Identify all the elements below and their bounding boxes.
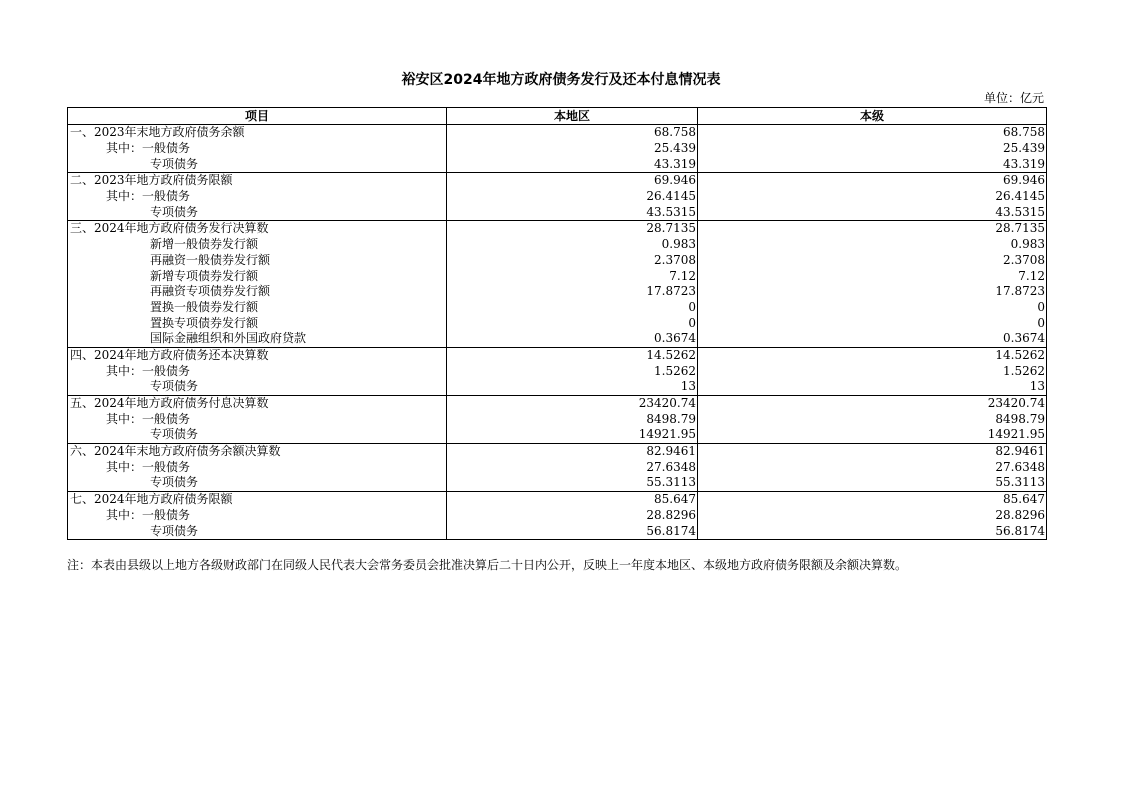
row-local-value: 17.8723 <box>447 284 698 300</box>
table-row <box>68 331 1047 347</box>
row-own-value: 0 <box>698 300 1047 316</box>
row-label: 专项债务 <box>68 475 447 491</box>
row-label: 四、2024年地方政府债务还本决算数 <box>68 347 447 363</box>
row-label: 专项债务 <box>68 523 447 539</box>
row-label: 七、2024年地方政府债务限额 <box>68 491 447 507</box>
table-row <box>68 459 1047 475</box>
table-row <box>68 156 1047 172</box>
header-own-level: 本级 <box>698 108 1047 125</box>
row-local-value: 68.758 <box>447 125 698 141</box>
table-row <box>68 508 1047 524</box>
table-row <box>68 427 1047 443</box>
row-label: 其中：一般债务 <box>68 141 447 157</box>
row-own-value: 69.946 <box>698 173 1047 189</box>
row-own-value: 85.647 <box>698 491 1047 507</box>
row-local-value: 14921.95 <box>447 427 698 443</box>
table-row <box>68 523 1047 539</box>
row-label: 一、2023年末地方政府债务余额 <box>68 125 447 141</box>
row-local-value: 13 <box>447 379 698 395</box>
row-own-value: 43.5315 <box>698 204 1047 220</box>
row-label: 再融资专项债券发行额 <box>68 284 447 300</box>
row-local-value: 7.12 <box>447 268 698 284</box>
row-local-value: 25.439 <box>447 141 698 157</box>
table-row <box>68 315 1047 331</box>
table-row <box>68 347 1047 363</box>
row-own-value: 82.9461 <box>698 443 1047 459</box>
row-own-value: 23420.74 <box>698 395 1047 411</box>
row-local-value: 43.319 <box>447 156 698 172</box>
row-local-value: 23420.74 <box>447 395 698 411</box>
row-local-value: 82.9461 <box>447 443 698 459</box>
table-row <box>68 395 1047 411</box>
row-label: 二、2023年地方政府债务限额 <box>68 173 447 189</box>
table-row <box>68 300 1047 316</box>
row-own-value: 28.8296 <box>698 508 1047 524</box>
row-own-value: 0.3674 <box>698 331 1047 347</box>
row-local-value: 43.5315 <box>447 204 698 220</box>
row-label: 置换一般债券发行额 <box>68 300 447 316</box>
row-local-value: 26.4145 <box>447 189 698 205</box>
row-label: 专项债务 <box>68 204 447 220</box>
table-row <box>68 141 1047 157</box>
table-row <box>68 221 1047 237</box>
row-label: 专项债务 <box>68 156 447 172</box>
header-item: 项目 <box>68 108 447 125</box>
row-label: 三、2024年地方政府债务发行决算数 <box>68 221 447 237</box>
table-row <box>68 204 1047 220</box>
row-label: 其中：一般债务 <box>68 411 447 427</box>
row-own-value: 27.6348 <box>698 459 1047 475</box>
row-local-value: 85.647 <box>447 491 698 507</box>
row-local-value: 28.7135 <box>447 221 698 237</box>
row-label: 其中：一般债务 <box>68 189 447 205</box>
unit-label: 单位：亿元 <box>983 91 1044 105</box>
row-own-value: 17.8723 <box>698 284 1047 300</box>
table-row <box>68 284 1047 300</box>
table-row <box>68 475 1047 491</box>
row-label: 其中：一般债务 <box>68 363 447 379</box>
row-label: 专项债务 <box>68 427 447 443</box>
row-own-value: 13 <box>698 379 1047 395</box>
table-body <box>68 125 1047 540</box>
table-row <box>68 189 1047 205</box>
table-row <box>68 253 1047 269</box>
table-row <box>68 491 1047 507</box>
page-title: 裕安区2024年地方政府债务发行及还本付息情况表 <box>401 72 721 88</box>
row-label: 六、2024年末地方政府债务余额决算数 <box>68 443 447 459</box>
row-label: 国际金融组织和外国政府贷款 <box>68 331 447 347</box>
table-row <box>68 268 1047 284</box>
row-own-value: 55.3113 <box>698 475 1047 491</box>
row-local-value: 56.8174 <box>447 523 698 539</box>
debt-table <box>67 107 1047 540</box>
row-own-value: 43.319 <box>698 156 1047 172</box>
row-own-value: 28.7135 <box>698 221 1047 237</box>
row-own-value: 68.758 <box>698 125 1047 141</box>
row-label: 新增一般债券发行额 <box>68 237 447 253</box>
row-own-value: 14.5262 <box>698 347 1047 363</box>
row-label: 再融资一般债券发行额 <box>68 253 447 269</box>
row-local-value: 55.3113 <box>447 475 698 491</box>
row-own-value: 2.3708 <box>698 253 1047 269</box>
row-label: 五、2024年地方政府债务付息决算数 <box>68 395 447 411</box>
row-label: 其中：一般债务 <box>68 459 447 475</box>
table-row <box>68 411 1047 427</box>
table-row <box>68 237 1047 253</box>
row-own-value: 7.12 <box>698 268 1047 284</box>
row-local-value: 0.3674 <box>447 331 698 347</box>
row-local-value: 69.946 <box>447 173 698 189</box>
row-label: 专项债务 <box>68 379 447 395</box>
row-label: 其中：一般债务 <box>68 508 447 524</box>
row-local-value: 8498.79 <box>447 411 698 427</box>
row-own-value: 26.4145 <box>698 189 1047 205</box>
table-row <box>68 363 1047 379</box>
row-label: 新增专项债券发行额 <box>68 268 447 284</box>
row-label: 置换专项债券发行额 <box>68 315 447 331</box>
row-own-value: 14921.95 <box>698 427 1047 443</box>
table-row <box>68 173 1047 189</box>
table-row <box>68 443 1047 459</box>
row-local-value: 0 <box>447 315 698 331</box>
row-local-value: 27.6348 <box>447 459 698 475</box>
row-own-value: 56.8174 <box>698 523 1047 539</box>
row-local-value: 0.983 <box>447 237 698 253</box>
row-own-value: 0.983 <box>698 237 1047 253</box>
header-local: 本地区 <box>447 108 698 125</box>
row-local-value: 14.5262 <box>447 347 698 363</box>
table-row <box>68 125 1047 141</box>
row-local-value: 1.5262 <box>447 363 698 379</box>
row-own-value: 8498.79 <box>698 411 1047 427</box>
row-local-value: 28.8296 <box>447 508 698 524</box>
table-header-row <box>68 108 1047 125</box>
table-row <box>68 379 1047 395</box>
row-local-value: 2.3708 <box>447 253 698 269</box>
footnote: 注：本表由县级以上地方各级财政部门在同级人民代表大会常务委员会批准决算后二十日内公开，反映上一年度本地区、本级地方政府债务限额及余额决算数。 <box>67 558 908 572</box>
row-own-value: 0 <box>698 315 1047 331</box>
row-local-value: 0 <box>447 300 698 316</box>
row-own-value: 25.439 <box>698 141 1047 157</box>
row-own-value: 1.5262 <box>698 363 1047 379</box>
